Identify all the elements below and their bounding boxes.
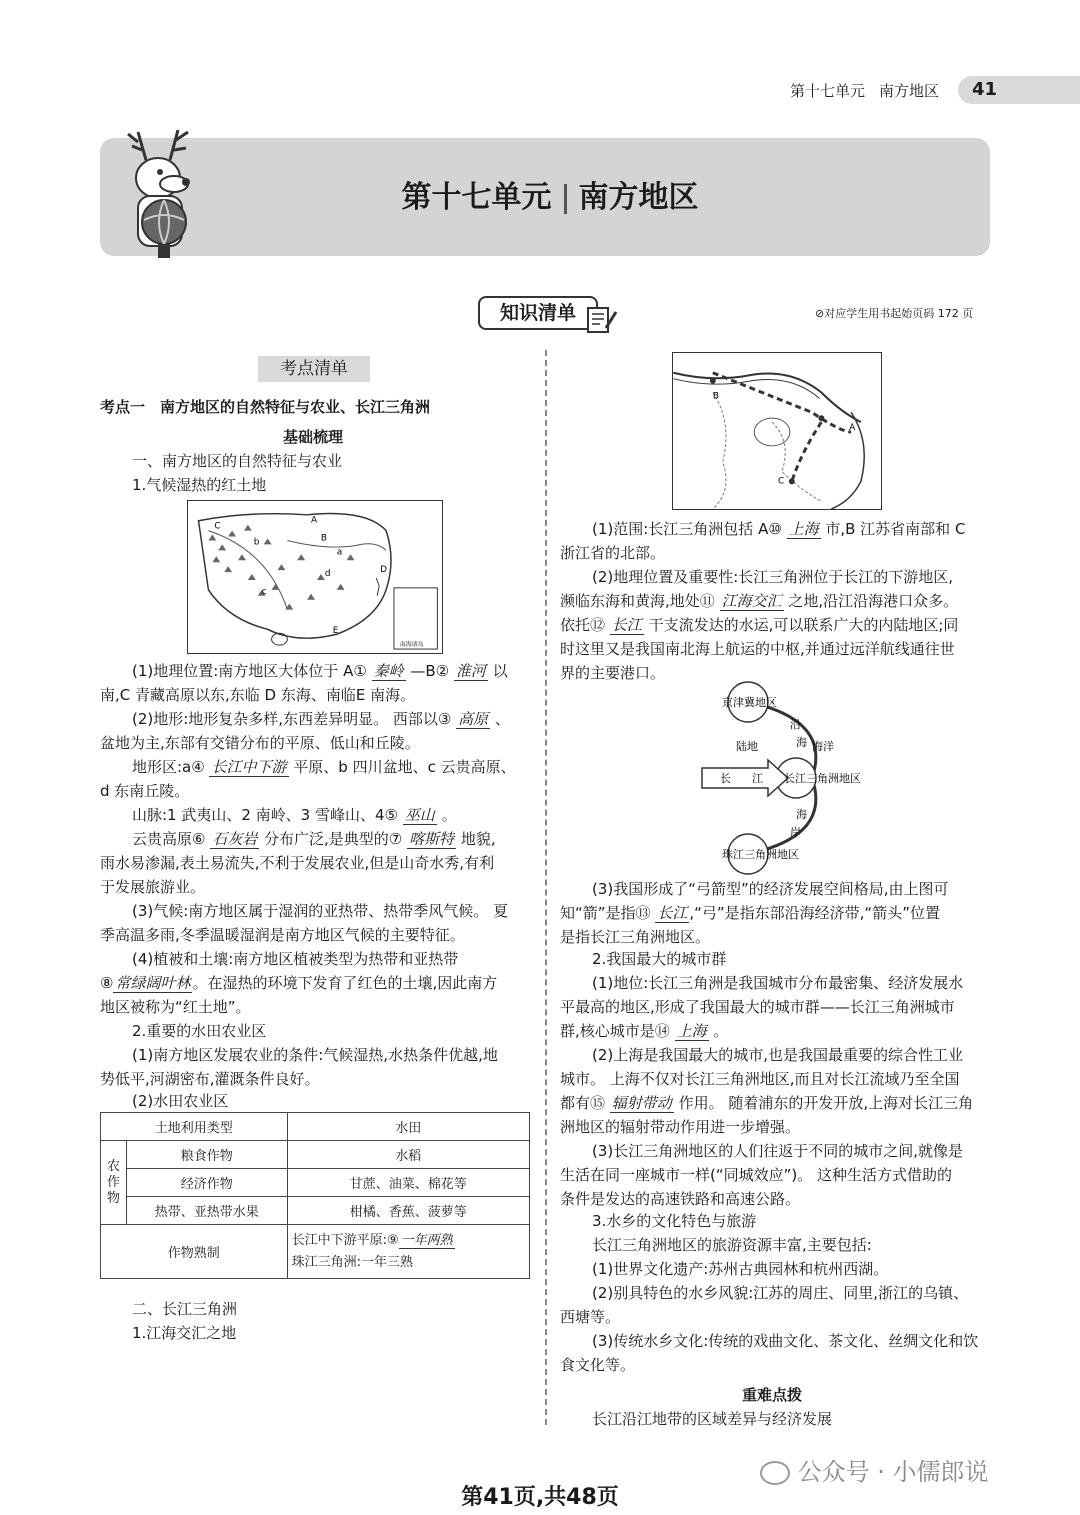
banner-divider xyxy=(564,184,567,214)
paragraph-line: 西塘等。 xyxy=(560,1308,621,1326)
map-label-c: c xyxy=(261,586,267,597)
hard-point-heading: 重难点拨 xyxy=(742,1386,803,1404)
basic-heading: 基础梳理 xyxy=(283,428,344,446)
notebook-pen-icon xyxy=(584,302,618,336)
answer-13: 长江 xyxy=(657,904,688,922)
ocean-label: 海洋 xyxy=(812,740,834,753)
unit-banner-title xyxy=(330,172,770,216)
delta-label-A: A xyxy=(849,423,856,434)
climate-line: (3)气候:南方地区属于湿润的亚热带、热带季风气候。 夏 xyxy=(132,902,509,920)
table-cell: 作物熟制 xyxy=(101,1225,288,1279)
paragraph-line: 濒临东海和黄海,地处⑪ 江海交汇 之地,沿江沿海港口众多。 xyxy=(560,592,959,610)
section-heading: 二、长江三角洲 xyxy=(132,1300,238,1318)
paragraph-line: 界的主要港口。 xyxy=(560,664,666,682)
knowledge-list-badge: 知识清单 xyxy=(478,296,598,330)
terrain-line: (2)地形:地形复杂多样,东西差异明显。 西部以③ 高原 、 xyxy=(132,710,510,728)
zsj-label: 珠江三角洲地区 xyxy=(722,848,799,861)
paragraph-line: 食文化等。 xyxy=(560,1356,636,1374)
hard-point-line: 长江沿江地带的区域差异与经济发展 xyxy=(592,1410,833,1428)
paragraph-line: ⑧ 常绿阔叶林 。在湿热的环境下发育了红色的土壤,因此南方 xyxy=(100,974,498,992)
paragraph-line: (1)世界文化遗产:苏州古典园林和杭州西湖。 xyxy=(592,1260,889,1278)
paragraph-line: (2)上海是我国最大的城市,也是我国最重要的综合性工业 xyxy=(592,1046,964,1064)
page-reference-text: 对应学生用书起始页码 172 页 xyxy=(824,307,974,320)
page-reference xyxy=(815,305,973,321)
map-label-a: a xyxy=(336,547,343,558)
table-header-cell: 土地利用类型 xyxy=(101,1113,288,1141)
answer-2: 淮河 xyxy=(455,662,486,680)
paragraph-line: 条件是发达的高速铁路和高速公路。 xyxy=(560,1190,801,1208)
paragraph-line: 雨水易渗漏,表土易流失,不利于发展农业,但是山奇水秀,有利 xyxy=(100,854,495,872)
paragraph-line: 浙江省的北部。 xyxy=(560,544,666,562)
running-header xyxy=(790,80,939,101)
paragraph-line: 是指长江三角洲地区。 xyxy=(560,928,711,946)
paragraph-line: 依托⑫ 长江 干支流发达的水运,可以联系广大的内陆地区;同 xyxy=(560,616,959,634)
deer-mascot-icon xyxy=(108,120,218,270)
bow-arrow-line: (3)我国形成了“弓箭型”的经济发展空间格局,由上图可 xyxy=(592,880,949,898)
yangtze-delta-map xyxy=(672,352,882,510)
answer-14: 上海 xyxy=(676,1022,707,1040)
running-header-unit: 第十七单元 xyxy=(790,82,866,100)
table-cell: 长江中下游平原:⑨ 一年两熟 珠江三角洲:一年三熟 xyxy=(287,1225,529,1279)
paragraph-line: (1)地位:长江三角洲是我国城市分布最密集、经济发展水 xyxy=(592,974,964,992)
paragraph-line: 季高温多雨,冬季温暖湿润是南方地区气候的主要特征。 xyxy=(100,926,465,944)
banner-unit: 第十七单元 xyxy=(401,180,552,215)
answer-9: 一年两熟 xyxy=(400,1232,453,1248)
paragraph-line: 南,C 青藏高原以东,东临 D 东海、南临E 南海。 xyxy=(100,686,416,704)
kaodian-title: 考点一 南方地区的自然特征与农业、长江三角洲 xyxy=(100,398,431,416)
position-line: (2)地理位置及重要性:长江三角洲位于长江的下游地区, xyxy=(592,568,954,586)
map-label-D: D xyxy=(380,565,387,576)
yungui-line: 云贵高原⑥ 石灰岩 分布广泛,是典型的⑦ 喀斯特 地貌, xyxy=(132,830,496,848)
paragraph-line: 城市。 上海不仅对长江三角洲地区,而且对长江流域乃至全国 xyxy=(560,1070,960,1088)
csj-label: 长江三角洲地区 xyxy=(784,772,861,785)
map-label-b: b xyxy=(253,537,260,548)
answer-3: 高原 xyxy=(458,710,489,728)
landform-line: 地形区:a④ 长江中下游 平原、b 四川盆地、c 云贵高原、 xyxy=(132,758,516,776)
answer-4: 长江中下游 xyxy=(211,758,287,776)
south-china-map xyxy=(187,500,443,654)
land-label: 陆地 xyxy=(736,740,758,753)
watermark: 公众号 · 小儒郎说 xyxy=(760,1452,989,1487)
paragraph-line: (3)长江三角洲地区的人们往返于不同的城市之间,就像是 xyxy=(592,1142,964,1160)
coast-label: 海 xyxy=(796,736,807,749)
table-cell: 柑橘、香蕉、菠萝等 xyxy=(287,1197,529,1225)
delta-label-B: B xyxy=(712,391,719,402)
answer-15: 辐射带动 xyxy=(611,1094,672,1112)
paragraph-line: 生活在同一座城市一样(“同城效应”)。 这种生活方式借助的 xyxy=(560,1166,953,1184)
arrow-label-left: 长 xyxy=(720,772,731,785)
column-divider xyxy=(545,350,547,1425)
paragraph-line: 平最高的地区,形成了我国最大的城市群——长江三角洲城市 xyxy=(560,998,955,1016)
coast-label: 海 xyxy=(796,808,807,821)
sub-heading: 2.重要的水田农业区 xyxy=(132,1022,267,1040)
paragraph-line: d 东南丘陵。 xyxy=(100,782,190,800)
table-cell: 水稻 xyxy=(287,1141,529,1169)
paragraph-line: 长江三角洲地区的旅游资源丰富,主要包括: xyxy=(592,1236,872,1254)
page-footer: 第41页,共48页 xyxy=(461,1485,619,1510)
running-header-region: 南方地区 xyxy=(879,82,940,100)
paddy-agriculture-table xyxy=(100,1112,530,1279)
map-label-d: d xyxy=(324,569,331,580)
answer-5: 巫山 xyxy=(404,806,435,824)
table-cell: 经济作物 xyxy=(127,1169,288,1197)
paragraph-line: 洲地区的辐射带动作用进一步增强。 xyxy=(560,1118,801,1136)
sub-heading: 3.水乡的文化特色与旅游 xyxy=(592,1212,757,1230)
paragraph-line: 知“箭”是指⑬ 长江 ,“弓”是指东部沿海经济带,“箭头”位置 xyxy=(560,904,940,922)
map-label-B: B xyxy=(320,533,328,544)
mountains-line: 山脉:1 武夷山、2 南岭、3 雪峰山、4⑤ 巫山 。 xyxy=(132,806,457,824)
table-group-cell: 农作物 xyxy=(101,1141,127,1225)
sub-heading: 2.我国最大的城市群 xyxy=(592,950,727,968)
paragraph-line: (2)水田农业区 xyxy=(132,1092,229,1110)
table-cell: 热带、亚热带水果 xyxy=(127,1197,288,1225)
answer-10: 上海 xyxy=(788,520,819,538)
coast-label: 岸 xyxy=(790,826,801,839)
paragraph-line: 于发展旅游业。 xyxy=(100,878,206,896)
answer-8: 常绿阔叶林 xyxy=(115,974,191,992)
paragraph-line: (3)传统水乡文化:传统的戏曲文化、茶文化、丝绸文化和饮 xyxy=(592,1332,979,1350)
paragraph-line: (1)南方地区发展农业的条件:气候湿热,水热条件优越,地 xyxy=(132,1046,498,1064)
table-cell: 粮食作物 xyxy=(127,1141,288,1169)
paragraph-line: 时这里又是我国南北海上航运的中枢,并通过远洋航线通往世 xyxy=(560,640,955,658)
paragraph-line: (2)别具特色的水乡风貌:江苏的周庄、同里,浙江的乌镇、 xyxy=(592,1284,969,1302)
answer-12: 长江 xyxy=(611,616,642,634)
table-cell: 甘蔗、油菜、棉花等 xyxy=(287,1169,529,1197)
answer-1: 秦岭 xyxy=(373,662,404,680)
section-heading: 一、南方地区的自然特征与农业 xyxy=(132,452,343,470)
map-label-A: A xyxy=(311,515,318,526)
banner-region: 南方地区 xyxy=(578,180,699,215)
answer-7: 喀斯特 xyxy=(409,830,455,848)
link-icon: ⊘ xyxy=(815,307,825,320)
paragraph-line: 群,核心城市是⑭ 上海 。 xyxy=(560,1022,729,1040)
range-line: (1)范围:长江三角洲包括 A⑩ 上海 市,B 江苏省南部和 C xyxy=(592,520,966,538)
kaodian-tag: 考点清单 xyxy=(258,356,370,382)
geo-position-line: (1)地理位置:南方地区大体位于 A① 秦岭 —B② 淮河 以 xyxy=(132,662,508,680)
inset-label: 南海诸岛 xyxy=(399,642,424,649)
sub-heading: 1.气候湿热的红土地 xyxy=(132,476,267,494)
vegetation-line: (4)植被和土壤:南方地区植被类型为热带和亚热带 xyxy=(132,950,459,968)
coast-label: 沿 xyxy=(790,718,801,731)
page-number: 41 xyxy=(972,79,998,100)
paragraph-line: 都有⑮ 辐射带动 作用。 随着浦东的开发开放,上海对长江三角 xyxy=(560,1094,974,1112)
bow-arrow-diagram xyxy=(672,680,882,876)
paragraph-line: 地区被称为“红土地”。 xyxy=(100,998,251,1016)
answer-6: 石灰岩 xyxy=(212,830,258,848)
map-label-C: C xyxy=(214,521,221,532)
arrow-label-right: 江 xyxy=(752,772,763,785)
paragraph-line: 盆地为主,东部有交错分布的平原、低山和丘陵。 xyxy=(100,734,420,752)
sub-heading: 1.江海交汇之地 xyxy=(132,1324,237,1342)
table-header-cell: 水田 xyxy=(287,1113,529,1141)
map-label-E: E xyxy=(332,626,339,637)
answer-11: 江海交汇 xyxy=(721,592,782,610)
delta-label-C: C xyxy=(777,476,785,487)
jjj-label: 京津冀地区 xyxy=(722,696,777,709)
paragraph-line: 势低平,河湖密布,灌溉条件良好。 xyxy=(100,1070,320,1088)
